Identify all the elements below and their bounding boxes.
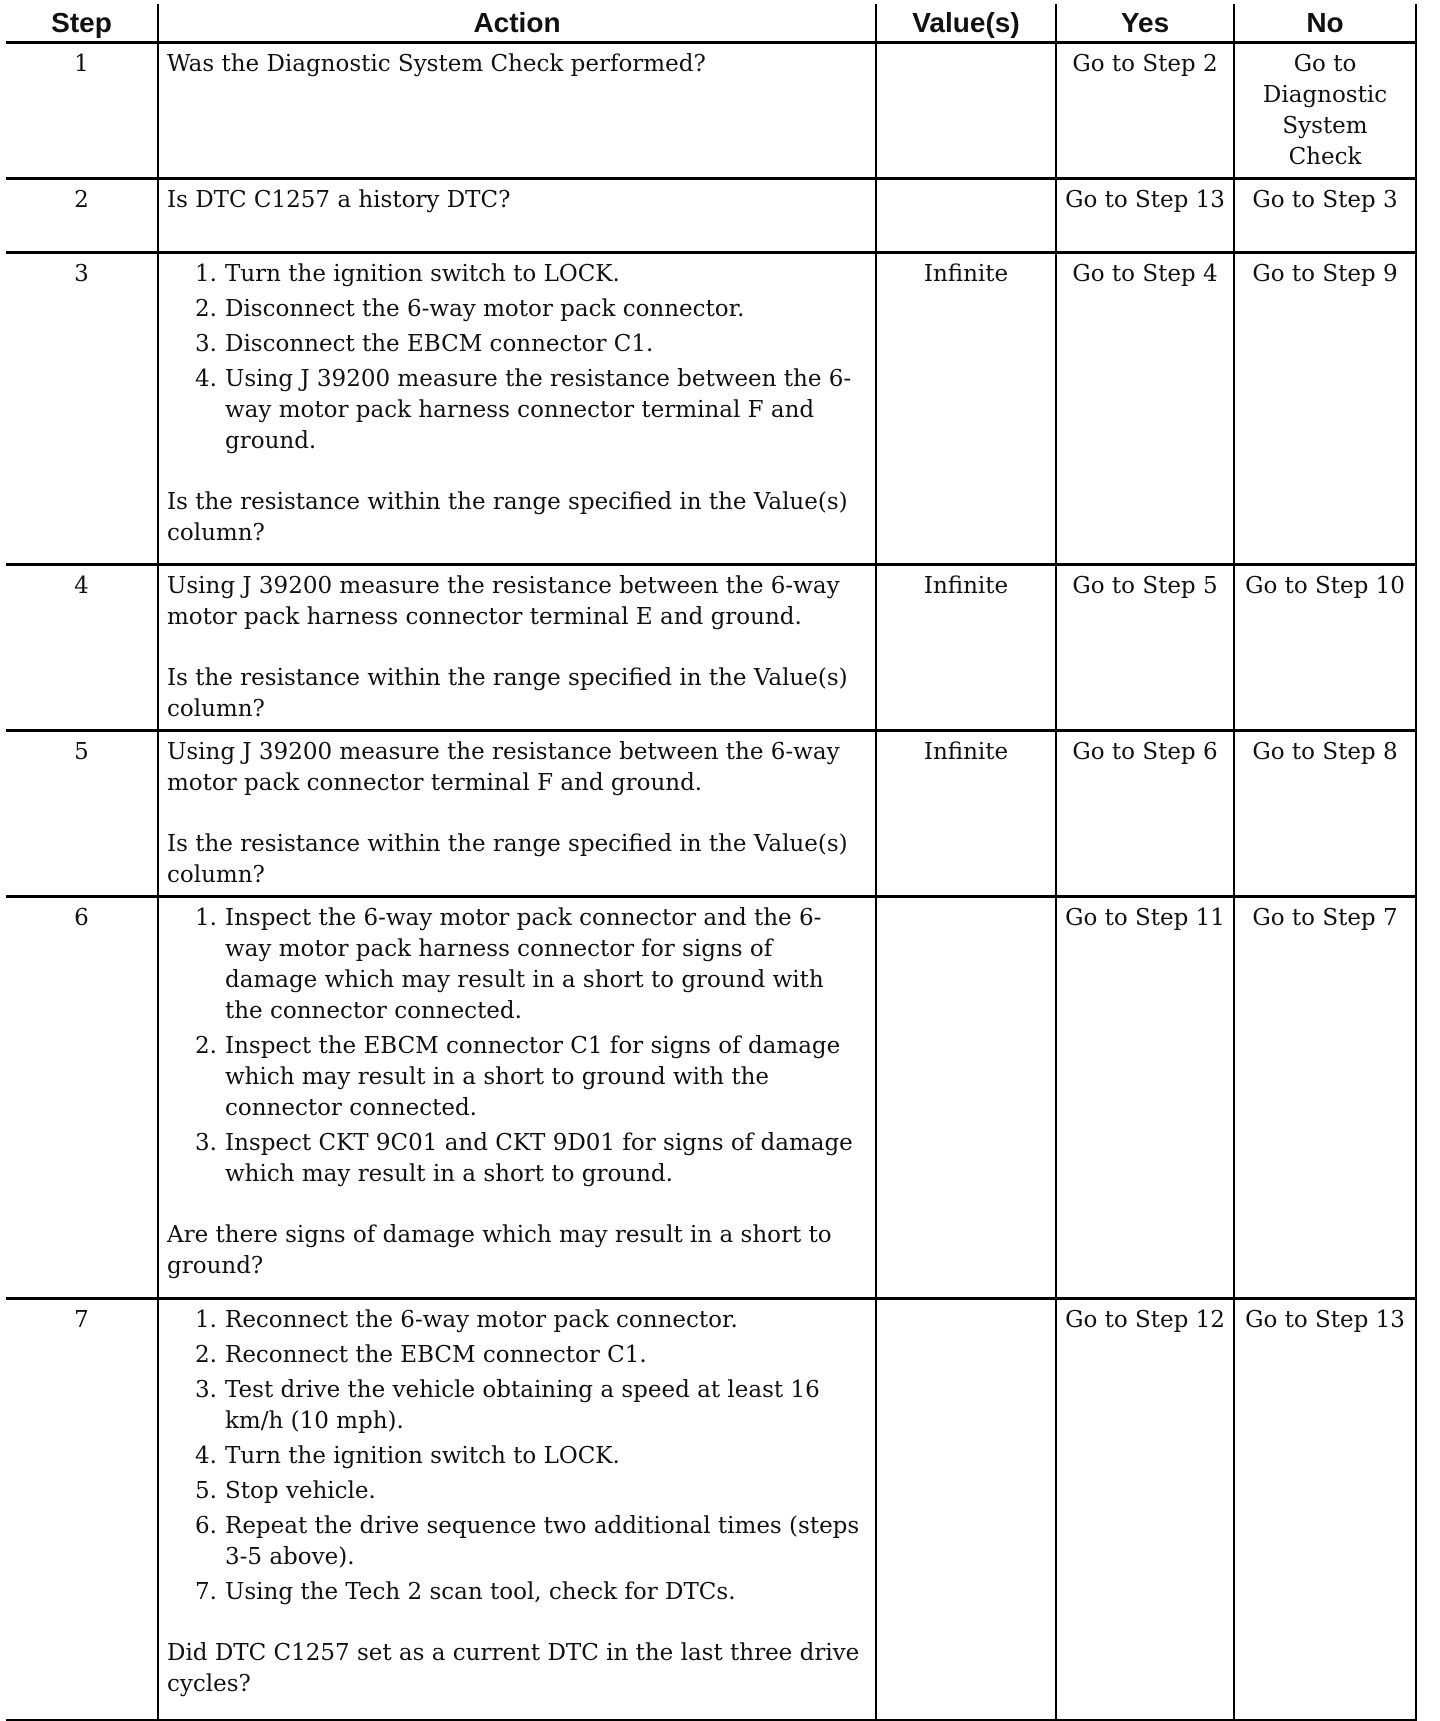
list-item: 3. Test drive the vehicle obtaining a speed at least 16 km/h (10 mph).: [195, 1377, 820, 1434]
list-item-text: Stop vehicle.: [225, 1478, 376, 1504]
list-item-text: Disconnect the EBCM connector C1.: [225, 331, 654, 357]
step-number: 3: [6, 253, 158, 565]
header-yes: Yes: [1056, 4, 1234, 43]
value-cell: [876, 897, 1056, 1299]
list-item: 1. Inspect the 6-way motor pack connector and the 6-way motor pack harness connector for signs of damage which may result in a short to ground with the connector connected.: [195, 905, 824, 1024]
list-item: 2. Disconnect the 6-way motor pack connector.: [195, 296, 745, 322]
value-cell: [876, 1299, 1056, 1721]
yes-cell: Go to Step 11: [1056, 897, 1234, 1299]
yes-cell: Go to Step 12: [1056, 1299, 1234, 1721]
action-question: Is the resistance within the range specified in the Value(s) column?: [167, 665, 848, 722]
table-row: [6, 565, 1416, 731]
action-list: [167, 259, 867, 457]
action-question: Was the Diagnostic System Check performed?: [167, 51, 706, 77]
step-number: 4: [6, 565, 158, 731]
list-item: 3. Inspect CKT 9C01 and CKT 9D01 for signs of damage which may result in a short to ground.: [195, 1130, 853, 1187]
list-item-text: Inspect the 6-way motor pack connector and the 6-way motor pack harness connector for signs of damage which may result in a short to ground with the connector connected.: [225, 905, 824, 1024]
action-cell: [158, 897, 876, 1299]
table-row: [6, 897, 1416, 1299]
no-cell: Go to Step 3: [1234, 179, 1416, 253]
header-values: Value(s): [876, 4, 1056, 43]
list-item: 4. Turn the ignition switch to LOCK.: [195, 1443, 620, 1469]
list-item: 5. Stop vehicle.: [195, 1478, 376, 1504]
action-question: Is the resistance within the range specified in the Value(s) column?: [167, 489, 848, 546]
step-number: 1: [6, 43, 158, 179]
action-cell: [158, 253, 876, 565]
list-item-text: Reconnect the EBCM connector C1.: [225, 1342, 647, 1368]
list-item-text: Reconnect the 6-way motor pack connector.: [225, 1307, 738, 1333]
value-cell: Infinite: [876, 253, 1056, 565]
no-cell: Go to Step 7: [1234, 897, 1416, 1299]
table-row: [6, 731, 1416, 897]
table-row: [6, 253, 1416, 565]
diagnostic-table: [6, 4, 1417, 1721]
step-number: 7: [6, 1299, 158, 1721]
no-cell: Go to Step 9: [1234, 253, 1416, 565]
value-cell: Infinite: [876, 565, 1056, 731]
value-cell: [876, 179, 1056, 253]
header-no: No: [1234, 4, 1416, 43]
header-row: [6, 4, 1416, 43]
yes-cell: Go to Step 2: [1056, 43, 1234, 179]
list-item-text: Using J 39200 measure the resistance between the 6-way motor pack harness connector terminal F and ground.: [225, 366, 852, 454]
list-item: 1. Reconnect the 6-way motor pack connector.: [195, 1307, 738, 1333]
action-question: Are there signs of damage which may result in a short to ground?: [167, 1222, 832, 1279]
table-row: [6, 1299, 1416, 1721]
action-cell: [158, 731, 876, 897]
action-question: Is DTC C1257 a history DTC?: [167, 187, 511, 213]
table-row: [6, 43, 1416, 179]
no-cell: Go to Step 10: [1234, 565, 1416, 731]
list-item-text: Repeat the drive sequence two additional times (steps 3-5 above).: [225, 1513, 860, 1570]
no-cell: Go to Step 13: [1234, 1299, 1416, 1721]
yes-cell: Go to Step 5: [1056, 565, 1234, 731]
header-step: Step: [6, 4, 158, 43]
yes-cell: Go to Step 13: [1056, 179, 1234, 253]
list-item: 6. Repeat the drive sequence two additional times (steps 3-5 above).: [195, 1513, 860, 1570]
value-cell: [876, 43, 1056, 179]
step-number: 5: [6, 731, 158, 897]
action-instruction: Using J 39200 measure the resistance between the 6-way motor pack connector terminal F and ground.: [167, 739, 840, 796]
list-item: 1. Turn the ignition switch to LOCK.: [195, 261, 620, 287]
list-item-text: Test drive the vehicle obtaining a speed at least 16 km/h (10 mph).: [225, 1377, 820, 1434]
action-list: [167, 903, 867, 1190]
no-cell: Go to Step 8: [1234, 731, 1416, 897]
list-item-text: Disconnect the 6-way motor pack connector.: [225, 296, 745, 322]
list-item: 3. Disconnect the EBCM connector C1.: [195, 331, 654, 357]
list-item-text: Inspect the EBCM connector C1 for signs of damage which may result in a short to ground with the connector connected.: [225, 1033, 841, 1121]
action-list: [167, 1305, 867, 1608]
action-question: Is the resistance within the range specified in the Value(s) column?: [167, 831, 848, 888]
list-item: 4. Using J 39200 measure the resistance between the 6-way motor pack harness connector terminal F and ground.: [195, 366, 852, 454]
list-item: 2. Reconnect the EBCM connector C1.: [195, 1342, 647, 1368]
list-item: 7. Using the Tech 2 scan tool, check for DTCs.: [195, 1579, 736, 1605]
header-action: Action: [158, 4, 876, 43]
action-cell: [158, 565, 876, 731]
list-item-text: Turn the ignition switch to LOCK.: [225, 261, 620, 287]
no-cell: Go to Diagnostic System Check: [1234, 43, 1416, 179]
action-cell: [158, 1299, 876, 1721]
action-instruction: Using J 39200 measure the resistance between the 6-way motor pack harness connector terminal E and ground.: [167, 573, 840, 630]
step-number: 2: [6, 179, 158, 253]
list-item-text: Inspect CKT 9C01 and CKT 9D01 for signs of damage which may result in a short to ground.: [225, 1130, 853, 1187]
step-number: 6: [6, 897, 158, 1299]
list-item-text: Using the Tech 2 scan tool, check for DTCs.: [225, 1579, 736, 1605]
action-cell: [158, 179, 876, 253]
list-item-text: Turn the ignition switch to LOCK.: [225, 1443, 620, 1469]
action-question: Did DTC C1257 set as a current DTC in the last three drive cycles?: [167, 1640, 860, 1697]
table-row: [6, 179, 1416, 253]
yes-cell: Go to Step 4: [1056, 253, 1234, 565]
yes-cell: Go to Step 6: [1056, 731, 1234, 897]
value-cell: Infinite: [876, 731, 1056, 897]
list-item: 2. Inspect the EBCM connector C1 for signs of damage which may result in a short to ground with the connector connected.: [195, 1033, 841, 1121]
action-cell: [158, 43, 876, 179]
